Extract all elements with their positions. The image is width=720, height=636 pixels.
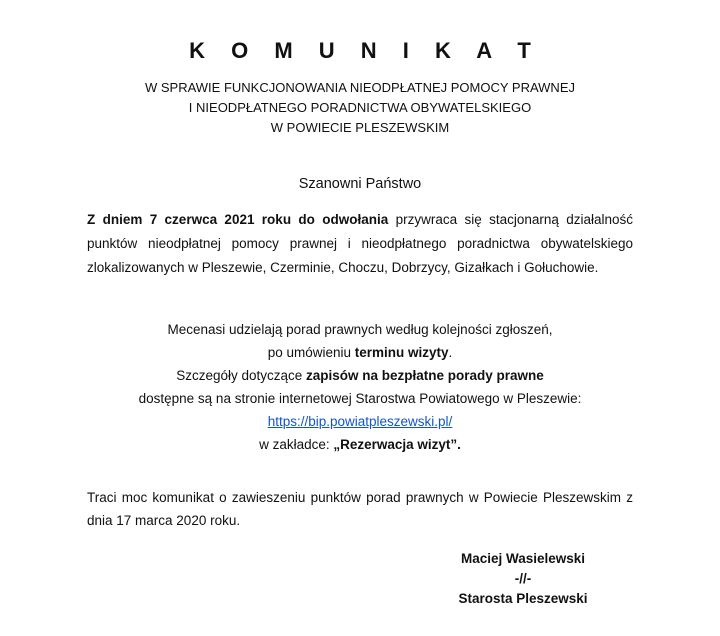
greeting: Szanowni Państwo — [298, 176, 422, 192]
signature-separator: -//- — [514, 571, 532, 586]
bip-link[interactable]: https://bip.powiatpleszewski.pl/ — [267, 414, 453, 429]
subtitle-line: W SPRAWIE FUNKCJONOWANIA NIEODPŁATNEJ POMOCY PRAWNEJ — [144, 80, 575, 95]
paragraph-bold-lead: Z dniem 7 czerwca 2021 roku do odwołania — [87, 212, 389, 227]
info-block — [0, 318, 720, 456]
paragraph-reopening — [87, 208, 633, 280]
info-bold: terminu wizyty — [354, 345, 449, 360]
paragraph-revocation: Traci moc komunikat o zawieszeniu punktów porad prawnych w Powiecie Pleszewskim z dnia 17 marca 2020 roku. — [87, 490, 633, 528]
paragraph-text: przywraca się stacjonarną działalność punktów nieodpłatnej pomocy prawnej i nieodpłatnego poradnictwa obywatelskiego zlokalizowanych w Pleszewie, Czerminie, Choczu, Dobrzycy, Gizałkach i Gołuchowie. — [87, 212, 634, 275]
info-line: dostępne są na stronie internetowej Starostwa Powiatowego w Pleszewie: — [138, 391, 582, 406]
document-title: K O M U N I K A T — [189, 38, 541, 63]
info-line: Mecenasi udzielają porad prawnych według kolejności zgłoszeń, — [167, 322, 553, 337]
info-line — [0, 410, 720, 433]
subtitle-line: I NIEODPŁATNEGO PORADNICTWA OBYWATELSKIEGO — [188, 100, 532, 115]
info-line — [0, 364, 720, 387]
info-line — [0, 433, 720, 456]
info-text: po umówieniu — [267, 345, 355, 360]
signature-block — [438, 549, 608, 609]
info-bold: zapisów na bezpłatne porady prawne — [306, 368, 544, 383]
signature-position: Starosta Pleszewski — [458, 591, 588, 606]
info-text: . — [448, 345, 453, 360]
signature-name: Maciej Wasielewski — [460, 551, 586, 566]
subtitle-line: W POWIECIE PLESZEWSKIM — [270, 120, 450, 135]
info-text: w zakładce: — [259, 437, 334, 452]
info-line — [0, 341, 720, 364]
document-subtitle — [0, 78, 720, 138]
info-text: Szczegóły dotyczące — [176, 368, 306, 383]
info-bold: „Rezerwacja wizyt”. — [333, 437, 461, 452]
